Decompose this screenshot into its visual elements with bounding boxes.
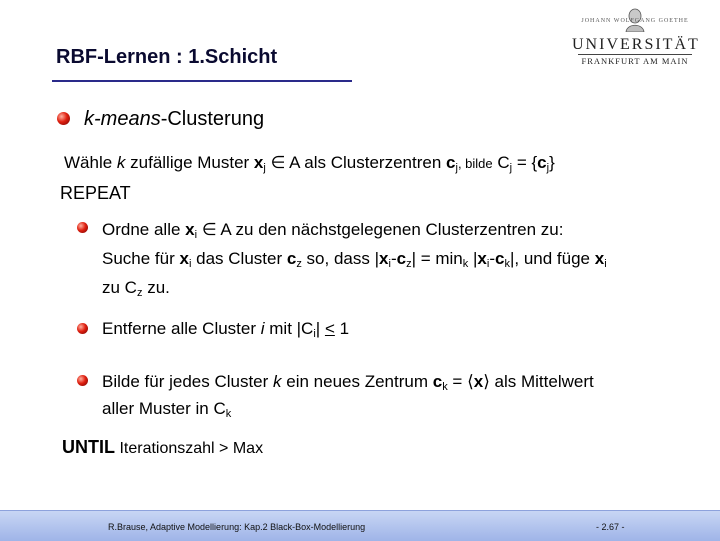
text: - [489, 249, 495, 268]
text: Wähle [64, 153, 117, 172]
bullet-remove [102, 318, 349, 345]
text: aller Muster in C [102, 399, 226, 418]
var-x: x [379, 249, 389, 268]
var-x: x [185, 220, 195, 239]
var-x: x [594, 249, 605, 268]
heading-italic: k-means [84, 108, 161, 130]
text: | = min [411, 249, 463, 268]
section-heading [84, 109, 264, 130]
text: zufällige Muster [125, 153, 254, 172]
bullet-update [102, 371, 708, 425]
university-logo [572, 8, 698, 70]
less-equal-symbol: < [324, 319, 335, 338]
title-underline [52, 80, 352, 82]
logo-small-text: JOHANN WOLFGANG GOETHE [581, 18, 689, 24]
text: Entferne alle Cluster [102, 319, 261, 338]
until-line [62, 437, 263, 459]
var-x: x [477, 249, 487, 268]
text: ∈ A zu den nächstgelegenen Clusterzentren zu: [197, 220, 564, 239]
sub: i [486, 258, 490, 270]
bullet-update-line2 [102, 398, 708, 425]
var-c: c [396, 249, 407, 268]
var-c: c [537, 153, 547, 172]
logo-divider [578, 54, 692, 55]
sub: k [504, 258, 510, 270]
page-number: - 2.67 - [596, 522, 625, 532]
bullet-icon [77, 323, 88, 334]
var-c: c [495, 249, 505, 268]
text: zu. [142, 278, 170, 297]
var-x: x [253, 153, 264, 172]
var-k: k [273, 372, 282, 391]
sub: j [263, 162, 266, 174]
bullet-icon [77, 375, 88, 386]
repeat-keyword: REPEAT [60, 183, 131, 203]
sub: z [406, 258, 412, 270]
text: mit |C [264, 319, 314, 338]
text: ∈ A als Clusterzentren [265, 153, 447, 172]
text: | [315, 319, 325, 338]
var-c: c [432, 372, 443, 391]
text: 1 [334, 319, 350, 338]
init-line [64, 152, 555, 179]
bullet-assign [102, 218, 607, 305]
text: ein neues Zentrum [281, 372, 433, 391]
bullet-icon [57, 112, 70, 125]
text: - [390, 249, 397, 268]
var-c: c [446, 153, 456, 172]
var-c: c [286, 249, 297, 268]
text: C [492, 153, 510, 172]
bullet-icon [77, 222, 88, 233]
var-k: k [116, 153, 126, 172]
text: = { [512, 153, 538, 172]
sub: i [313, 328, 316, 340]
heading-rest: -Clusterung [160, 108, 265, 130]
text: das Cluster [191, 249, 287, 268]
until-keyword: UNTIL [62, 437, 115, 457]
sub: k [442, 381, 448, 393]
bullet-update-line1-left [102, 371, 594, 398]
text: ⟩ als Mittelwert [483, 372, 594, 391]
text: zu C [102, 278, 137, 297]
sub: z [296, 258, 302, 270]
bullet-update-line1 [102, 371, 708, 398]
text: , bilde [457, 156, 493, 171]
sub: j [455, 162, 458, 174]
var-x: x [473, 372, 484, 391]
page-title: RBF-Lernen : 1.Schicht [56, 46, 278, 68]
logo-city: FRANKFURT AM MAIN [581, 56, 689, 66]
footer-citation: R.Brause, Adaptive Modellierung: Kap.2 Black-Box-Modellierung [108, 522, 366, 532]
sub: k [462, 258, 469, 270]
sub: k [225, 408, 232, 420]
text: | [468, 249, 478, 268]
text: Suche für [102, 249, 180, 268]
sub: z [136, 287, 143, 299]
sub: j [546, 162, 550, 174]
bullet-assign-line2 [102, 247, 607, 276]
text: Ordne alle [102, 220, 186, 239]
bullet-assign-line3 [102, 276, 607, 305]
var-x: x [179, 249, 189, 268]
text: |, und füge [509, 249, 595, 268]
until-condition: Iterationszahl > Max [115, 440, 264, 457]
text: so, dass | [301, 249, 380, 268]
text: Bilde für jedes Cluster [102, 372, 274, 391]
text: } [549, 153, 555, 172]
sub: i [194, 229, 198, 241]
footer-bar [0, 510, 720, 541]
logo-name: UNIVERSITÄT [572, 36, 700, 53]
sub: j [509, 162, 513, 174]
sub: i [188, 258, 192, 270]
text: = ⟨ [447, 372, 474, 391]
var-i: i [260, 319, 265, 338]
sub: i [388, 258, 391, 270]
bullet-assign-line1 [102, 218, 607, 247]
sub: i [604, 258, 607, 270]
